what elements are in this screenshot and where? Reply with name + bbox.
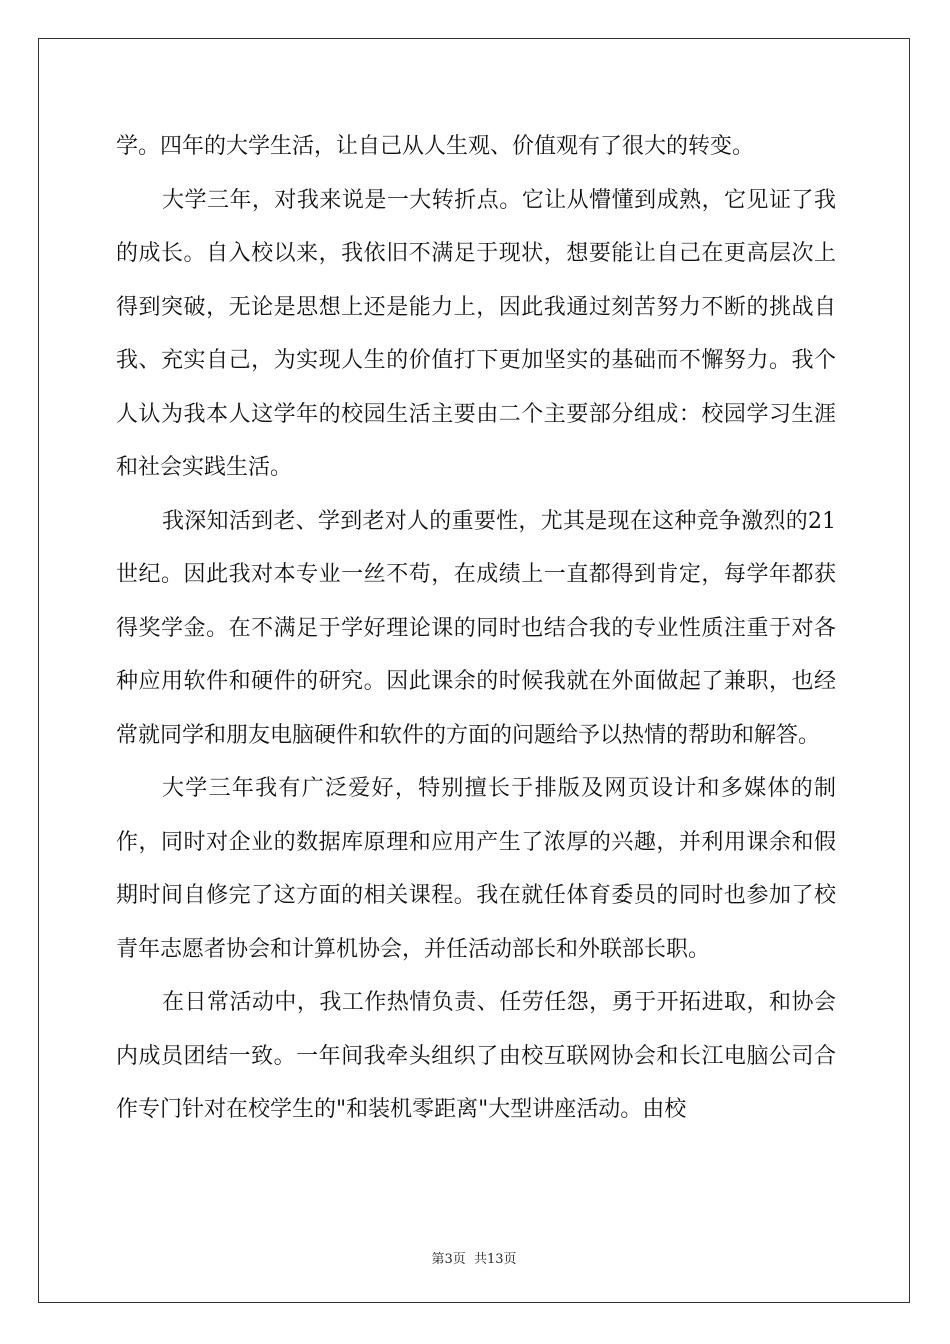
paragraph-5: 在日常活动中，我工作热情负责、任劳任怨，勇于开拓进取，和协会内成员团结一致。一年间我牵头组织了由校互联网协会和长江电脑公司合作专门针对在校学生的"和装机零距离"大型讲座活动。由校 — [116, 990, 836, 1122]
paragraph-3: 我深知活到老、学到老对人的重要性，尤其是现在这种竞争激烈的21世纪。因此我对本专业一丝不苟，在成绩上一直都得到肯定，每学年都获得奖学金。在不满足于学好理论课的同时也结合我的专业性质注重于对各种应用软件和硬件的研究。因此课余的时候我就在外面做起了兼职，也经常就同学和朋友电脑硬件和软件的方面的问题给予以热情的帮助和解答。 — [116, 508, 836, 748]
paragraph-2: 大学三年，对我来说是一大转折点。它让从懵懂到成熟，它见证了我的成长。自入校以来，我依旧不满足于现状，想要能让自己在更高层次上得到突破，无论是思想上还是能力上，因此我通过刻苦努力不断的挑战自我、充实自己，为实现人生的价值打下更加坚实的基础而不懈努力。我个人认为我本人这学年的校园生活主要由二个主要部分组成：校园学习生涯和社会实践生活。 — [116, 187, 836, 480]
paragraph-4: 大学三年我有广泛爱好，特别擅长于排版及网页设计和多媒体的制作，同时对企业的数据库原理和应用产生了浓厚的兴趣，并利用课余和假期时间自修完了这方面的相关课程。我在就任体育委员的同时也参加了校青年志愿者协会和计算机协会，并任活动部长和外联部长职。 — [116, 776, 836, 962]
page-number-footer: 第3页 共13页 — [431, 1252, 517, 1267]
paragraph-1: 学。四年的大学生活，让自己从人生观、价值观有了很大的转变。 — [116, 134, 755, 159]
document-body — [116, 120, 836, 1137]
